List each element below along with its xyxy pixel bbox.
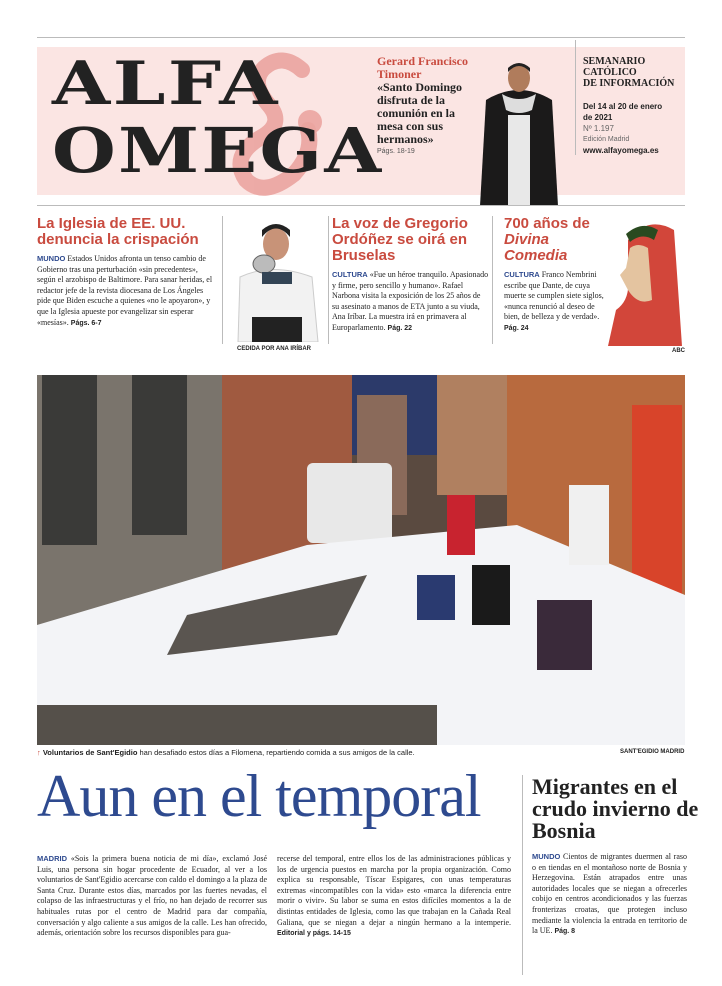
issue-edition: Edición Madrid	[583, 136, 630, 143]
caption-bold: Voluntarios de Sant'Egidio	[42, 748, 138, 757]
photo-credit: ABC	[672, 348, 685, 354]
lead-text: «Sois la primera buena noticia de mi día», exclamó José Luis, una persona sin hogar procedente de Ecuador, al ver a los voluntarios de Sant'Egidio acercarse con caldo el domingo a la plaza de Santa Cruz. Durante estos días, marcados por las fuertes nevadas, el colapso de las infraestructuras y el frío, no han dejado de recorrer sus habituales rutas por el centro de Madrid para dar compañía, conversación y algo caliente a sus amigos de la calle. Les han ofrecido, además, orientación sobre los recursos disponibles para gua-	[37, 854, 268, 938]
friar-photo	[478, 60, 560, 206]
side-headline[interactable]: Migrantes en el crudo invierno de Bosnia	[532, 774, 699, 843]
masthead-bottom-rule	[37, 205, 685, 206]
megaphone-photo	[232, 222, 324, 342]
lead-body-col2	[277, 854, 511, 940]
feature-quote[interactable]: «Santo Domingo disfruta de la comunión en la mesa con sus hermanos»	[377, 80, 463, 146]
column-divider	[522, 775, 523, 975]
feature-block	[377, 55, 475, 155]
lead-body-col1	[37, 854, 267, 939]
column-divider	[222, 216, 223, 344]
issue-dates: Del 14 al 20 de enero de 2021	[583, 102, 663, 122]
story-text: «Fue un héroe tranquilo. Apasionado y firme, pero sencillo y humano». Rafael Narbona visita la exposición de los 25 años de su asesinato a manos de ETA junto a su viuda, Ana Iríbar. La muestra irá en primavera al Europarlamento.	[332, 270, 489, 332]
dante-portrait	[608, 220, 686, 346]
tagline-line: SEMANARIO	[583, 56, 646, 67]
story-block	[37, 216, 217, 329]
story-block	[504, 216, 604, 335]
tagline-line: DE INFORMACIÓN	[583, 78, 675, 89]
story-pages: Págs. 6-7	[70, 319, 102, 327]
website-link[interactable]: www.alfayomega.es	[583, 146, 659, 155]
section-kicker: CULTURA	[332, 270, 368, 279]
section-kicker: MUNDO	[37, 254, 66, 263]
lead-text: recerse del temporal, entre ellos los de las administraciones públicas y los de urgencia puestos en marcha por la propia organización. Como explica su responsable, Tíscar Espigares, con unas temperaturas extremas «incompatibles con la vida» esto «marca la diferencia entre morir o vivir». Su labor se suma en estos difíciles momentos a la de distintas entidades de Iglesia, como las que trabajan en la Cañada Real Galiana, que se niegan a dejar a ningún hermano a la intemperie.	[277, 854, 511, 927]
story-headline[interactable]: La Iglesia de EE. UU. denuncia la crispación	[37, 215, 199, 248]
tagline-line: CATÓLICO	[583, 67, 637, 78]
section-kicker: CULTURA	[504, 270, 540, 279]
side-body	[532, 852, 687, 938]
logo-omega: OMEGA	[52, 114, 384, 187]
photo-credit: SANT'EGIDIO MADRID	[620, 749, 685, 755]
story-headline[interactable]: La voz de Gregorio Ordóñez se oirá en Bruselas	[332, 215, 468, 264]
story-pages: Pág. 24	[504, 324, 529, 332]
headline-part: 700 años de	[504, 215, 590, 232]
main-photo[interactable]	[37, 375, 685, 745]
headline-italic: Divina Comedia	[504, 231, 568, 264]
section-kicker: MADRID	[37, 854, 67, 863]
masthead-divider	[575, 40, 576, 155]
issue-box	[583, 56, 683, 156]
logo-alfa: ALFA	[52, 49, 280, 119]
lead-pages: Editorial y págs. 14-15	[277, 930, 351, 938]
story-body	[332, 270, 489, 335]
feature-pages: Págs. 18-19	[377, 148, 415, 155]
issue-number: Nº 1.197	[583, 124, 614, 133]
snow-street-photo	[37, 375, 685, 745]
top-rule	[37, 37, 685, 38]
story-block	[332, 216, 489, 335]
side-block	[532, 776, 707, 938]
story-pages: Pág. 22	[387, 324, 413, 332]
column-divider	[492, 216, 493, 344]
story-body	[504, 270, 604, 335]
story-text: Franco Nembrini escribe que Dante, de cuya muerte se cumplen siete siglos, «nunca renunció al deseo de bien, de belleza y de verdad».	[504, 270, 604, 322]
logo[interactable]	[52, 49, 384, 190]
tagline	[583, 56, 683, 89]
photo-credit: CEDIDA POR ANA IRÍBAR	[237, 346, 312, 352]
lead-headline[interactable]: Aun en el temporal	[37, 763, 481, 829]
caption-text: han desafiado estos días a Filomena, repartiendo comida a sus amigos de la calle.	[137, 748, 415, 757]
story-headline[interactable]	[504, 216, 604, 264]
story-text: Estados Unidos afronta un tenso cambio de Gobierno tras una perturbación «sin precedentes», según el arzobispo de Baltimore. Para sanar heridas, el redactor jefe de la revista diocesana de Los Ángeles pide que Biden escuche a quienes «no le apoyaron», y que la Iglesia apueste por evangelizar sin esperar «mesías».	[37, 254, 213, 327]
side-text: Cientos de migrantes duermen al raso o en tiendas en el montañoso norte de Bosnia y Herzegovina. Están atrapados entre unas autoridades locales que se niegan a ofrecerles cobijo en centros acondicionados y las fuerzas fronterizas croatas, que protegen incluso mediante la violencia la entrada en territorio de la UE.	[532, 852, 687, 936]
issue-info	[583, 101, 683, 156]
feature-name: Gerard Francisco Timoner	[377, 54, 468, 81]
column-divider	[328, 216, 329, 344]
arrow-up-icon: ↑	[37, 748, 41, 757]
photo-caption	[37, 748, 607, 757]
side-pages: Pág. 8	[554, 928, 576, 936]
section-kicker: MUNDO	[532, 852, 561, 861]
story-body	[37, 254, 217, 329]
